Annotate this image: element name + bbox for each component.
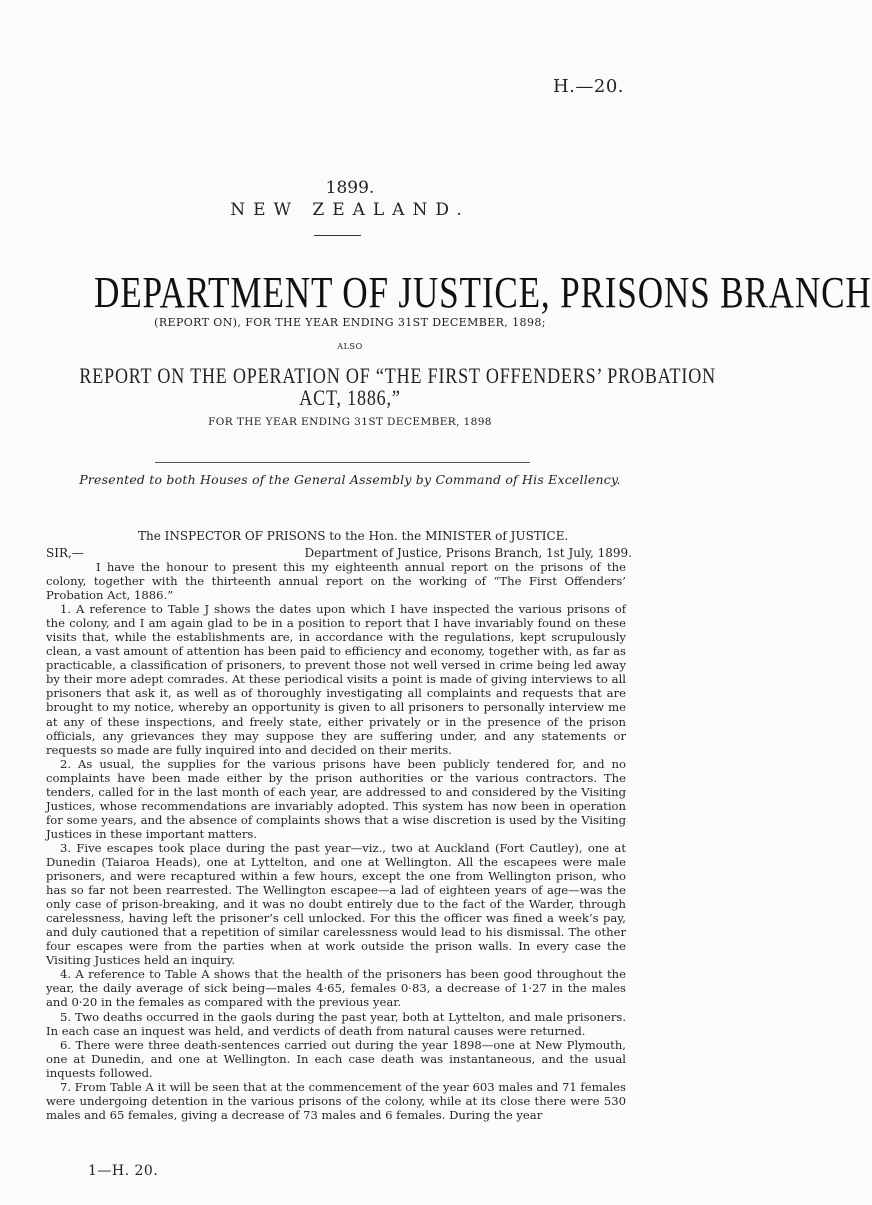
country-heading: NEW ZEALAND. <box>230 200 470 220</box>
department-title: DEPARTMENT OF JUSTICE, PRISONS BRANCH <box>94 268 872 317</box>
letter-dateline: Department of Justice, Prisons Branch, 1st July, 1899. <box>304 546 632 560</box>
paragraph-4: 4. A reference to Table A shows that the health of the prisoners has been good throughout the year, the daily average of sick being—males 4·65, females 0·83, a decrease of 1·27 in the males and 0·20 in the females as compared with the previous year. <box>46 967 626 1010</box>
paragraph-5: 5. Two deaths occurred in the gaols during the past year, both at Lyttelton, and male prisoners. In each case an inquest was held, and verdicts of death from natural causes were returned. <box>46 1009 626 1038</box>
probation-report-title-line2: ACT, 1886,” <box>299 385 401 410</box>
letter-addressee: The INSPECTOR OF PRISONS to the Hon. the MINISTER of JUSTICE. <box>138 529 569 543</box>
paragraph-7: 7. From Table A it will be seen that at the commencement of the year 603 males and 71 females were undergoing detention in the various prisons of the colony, while at its close there were 530 males and 65 females, giving a decrease of 73 males and 6 females. During the year <box>46 1079 626 1122</box>
section-divider <box>155 462 530 463</box>
paragraph-1: 1. A reference to Table J shows the dates upon which I have inspected the various prisons of the colony, and I am again glad to be in a position to report that I have invariably found on these visits that, while the establishments are, in accordance with the regulations, kept scrupulously clean, a vast amount of attention has been paid to efficiency and economy, together with, as far as practicable, a classification of prisoners, to prevent those not well versed in crime being led away by their more adept comrades. At these periodical visits a point is made of giving interviews to all prisoners that ask it, as well as of thoroughly investigating all complaints and requests that are brought to my notice, whereby an opportunity is given to all prisoners to personally interview me at any of these inspections, and freely state, either privately or in the presence of the prison officials, any grievances they may suppose they are suffering under, and any statements or requests so made are fully inquired into and decided on their merits. <box>46 602 626 757</box>
letter-body <box>46 560 626 1122</box>
probation-report-period: FOR THE YEAR ENDING 31ST DECEMBER, 1898 <box>208 416 492 428</box>
paragraph-3: 3. Five escapes took place during the past year—viz., two at Auckland (Fort Cautley), one at Dunedin (Taiaroa Heads), one at Lyttelton, and one at Wellington. All the escapees were male prisoners, and were recaptured within a few hours, except the one from Wellington prison, who has so far not been rearrested. The Wellington escapee—a lad of eighteen years of age—was the only case of prison-breaking, and it was no doubt entirely due to the fact of the Warder, through carelessness, having left the prisoner’s cell unlocked. For this the officer was fined a week’s pay, and duly cautioned that a repetition of similar carelessness would lead to his dismissal. The other four escapes were from the parties when at work outside the prison walls. In every case the Visiting Justices held an inquiry. <box>46 840 626 968</box>
signature-mark: 1—H. 20. <box>88 1163 159 1179</box>
report-year: 1899. <box>325 178 375 198</box>
letter-salutation: SIR,— <box>46 546 84 560</box>
report-subtitle: (REPORT ON), FOR THE YEAR ENDING 31ST DECEMBER, 1898; <box>154 316 546 329</box>
paragraph-intro: I have the honour to present this my eighteenth annual report on the prisons of the colony, together with the thirteenth annual report on the working of “The First Offenders’ Probation Act, 1886.” <box>46 560 626 603</box>
paragraph-2: 2. As usual, the supplies for the various prisons have been publicly tendered for, and no complaints have been made either by the prison authorities or the various contractors. The tenders, called for in the last month of each year, are addressed to and considered by the Visiting Justices, whose recommendations are invariably adopted. This system has now been in operation for some years, and the absence of complaints shows that a wise discretion is used by the Visiting Justices in these important matters. <box>46 756 626 841</box>
also-label: ALSO <box>337 342 363 351</box>
page-code: H.—20. <box>552 76 624 97</box>
presented-note: Presented to both Houses of the General Assembly by Command of His Excellency. <box>79 472 621 487</box>
probation-report-title-line1: REPORT ON THE OPERATION OF “THE FIRST OFFENDERS’ PROBATION <box>79 363 716 388</box>
short-divider <box>314 235 361 236</box>
paragraph-6: 6. There were three death-sentences carried out during the year 1898—one at New Plymouth, one at Dunedin, and one at Wellington. In each case death was instantaneous, and the usual inquests followed. <box>46 1037 626 1080</box>
